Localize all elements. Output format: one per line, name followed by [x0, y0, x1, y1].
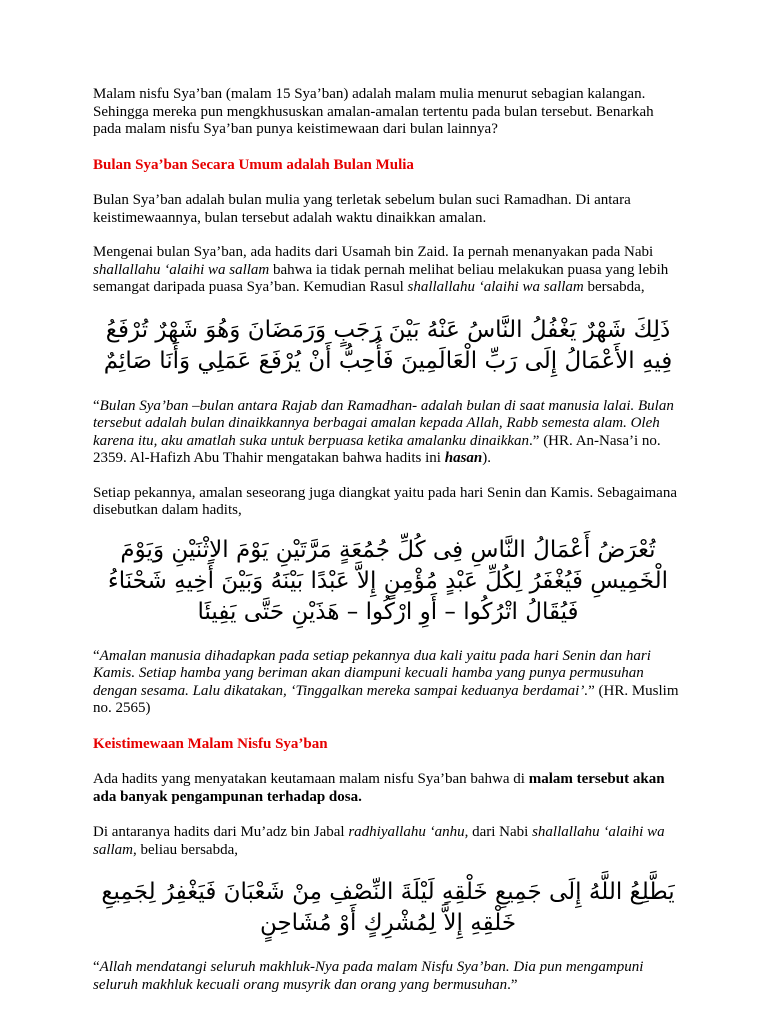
honorific-italic: shallallahu ‘alaihi wa sallam: [407, 279, 584, 295]
honorific-italic: radhiyallahu ‘anhu: [348, 824, 465, 840]
text-segment: bersabda,: [583, 279, 645, 295]
arabic-hadits-3: يَطَّلِعُ اللَّهُ إِلَى جَمِيعِ خَلْقِهِ لَيْلَةَ النِّصْفِ مِنْ شَعْبَانَ فَيَغْفِرُ لِجَمِيعِ خَلْقِهِ إِلاَّ لِمُشْرِكٍ أَوْ مُشَاحِنٍ: [101, 879, 675, 936]
section-heading-bulan-syaban: Bulan Sya’ban Secara Umum adalah Bulan Mulia: [93, 156, 414, 173]
article-body: [93, 86, 683, 994]
translation-quote-1: [93, 398, 683, 468]
section-heading-keistimewaan: Keistimewaan Malam Nisfu Sya’ban: [93, 735, 328, 752]
translation-quote-3: [93, 959, 683, 994]
text-segment: Mengenai bulan Sya’ban, ada hadits dari Usamah bin Zaid. Ia pernah menanyakan pada Nabi: [93, 244, 654, 260]
text-segment: , dari Nabi: [464, 824, 533, 840]
quote-open: “: [93, 397, 100, 414]
hadith-grade: [445, 450, 483, 466]
paragraph-keutamaan: [93, 771, 683, 806]
quote-citation: .”: [507, 976, 518, 993]
arabic-hadits-2: تُعْرَضُ أَعْمَالُ النَّاسِ فِى كُلِّ جُمُعَةٍ مَرَّتَيْنِ يَوْمَ الاِثْنَيْنِ وَيَوْمَ الْخَمِيسِ فَيُغْفَرُ لِكُلِّ عَبْدٍ مُؤْمِنٍ إِلاَّ عَبْدًا بَيْنَهُ وَبَيْنَ أَخِيهِ شَحْنَاءُ فَيُقَالُ اتْرُكُوا – أَوِ ارْكُوا – هَذَيْنِ حَتَّى يَفِيئَا: [107, 536, 669, 625]
quote-open: “: [93, 959, 100, 975]
honorific-italic: shallallahu ‘alaihi wa sallam: [93, 824, 665, 858]
intro-paragraph: Malam nisfu Sya’ban (malam 15 Sya’ban) adalah malam mulia menurut sebagian kalangan. Sehingga mereka pun mengkhususkan amalan-amalan tertentu pada bulan tersebut. Benarkah pada malam nisfu Sya’ban punya keistimewaan dari bulan lainnya?: [93, 86, 654, 137]
text-segment: Di antaranya hadits dari Mu’adz bin Jabal: [93, 824, 349, 840]
quote-citation: ” (HR. Muslim no. 2565): [93, 682, 679, 716]
translation-quote-2: [93, 648, 683, 718]
text-segment: Ada hadits yang menyatakan keutamaan malam nisfu Sya’ban bahwa di: [93, 771, 529, 787]
text-segment: , beliau bersabda,: [133, 841, 238, 858]
quote-open: “: [93, 647, 100, 664]
paragraph-bulan-mulia: Bulan Sya’ban adalah bulan mulia yang terletak sebelum bulan suci Ramadhan. Di antara keistimewaannya, bulan tersebut adalah waktu dinaikkan amalan.: [93, 192, 631, 226]
honorific-italic: shallallahu ‘alaihi wa sallam: [93, 261, 270, 278]
text-segment: bahwa ia tidak pernah melihat beliau melakukan puasa yang lebih semangat daripada puasa Sya’ban. Kemudian Rasul: [93, 261, 669, 295]
quote-citation: .” (HR. An-Nasa’i no. 2359. Al-Hafizh Abu Thahir mengatakan bahwa hadits ini: [93, 432, 661, 466]
hadith-grade-text: hasan: [444, 450, 483, 466]
quote-text: Amalan manusia dihadapkan pada setiap pekannya dua kali yaitu pada hari Senin dan hari Kamis. Setiap hamba yang beriman akan diampuni kecuali hamba yang punya permusuhan dengan sesama. Lalu dikatakan, ‘Tinggalkan mereka sampai keduanya berdamai’.: [93, 647, 651, 699]
emphasis-bold: malam tersebut akan ada banyak pengampunan terhadap dosa.: [93, 771, 665, 805]
quote-text: Bulan Sya’ban –bulan antara Rajab dan Ramadhan- adalah bulan di saat manusia lalai. Bulan tersebut adalah bulan dinaikkannya berbagai amalan kepada Allah, Rabb semesta alam. Oleh karena itu, aku amatlah suka untuk berpuasa ketika amalanku dinaikkan: [93, 397, 674, 449]
quote-end: ).: [482, 450, 492, 466]
paragraph-hadits-muadz: [93, 824, 683, 859]
arabic-hadits-1: ذَلِكَ شَهْرٌ يَغْفُلُ النَّاسُ عَنْهُ بَيْنَ رَجَبٍ وَرَمَضَانَ وَهُوَ شَهْرٌ تُرْفَعُ فِيهِ الأَعْمَالُ إِلَى رَبِّ الْعَالَمِينَ فَأُحِبُّ أَنْ يُرْفَعَ عَمَلِي وَأَنَا صَائِمٌ: [103, 316, 673, 374]
paragraph-hadits-usamah: [93, 244, 683, 297]
quote-text: Allah mendatangi seluruh makhluk-Nya pada malam Nisfu Sya’ban. Dia pun mengampuni seluruh makhluk kecuali orang musyrik dan orang yang bermusuhan: [93, 959, 644, 993]
paragraph-senin-kamis: Setiap pekannya, amalan seseorang juga diangkat yaitu pada hari Senin dan Kamis. Sebagaimana disebutkan dalam hadits,: [93, 484, 677, 518]
